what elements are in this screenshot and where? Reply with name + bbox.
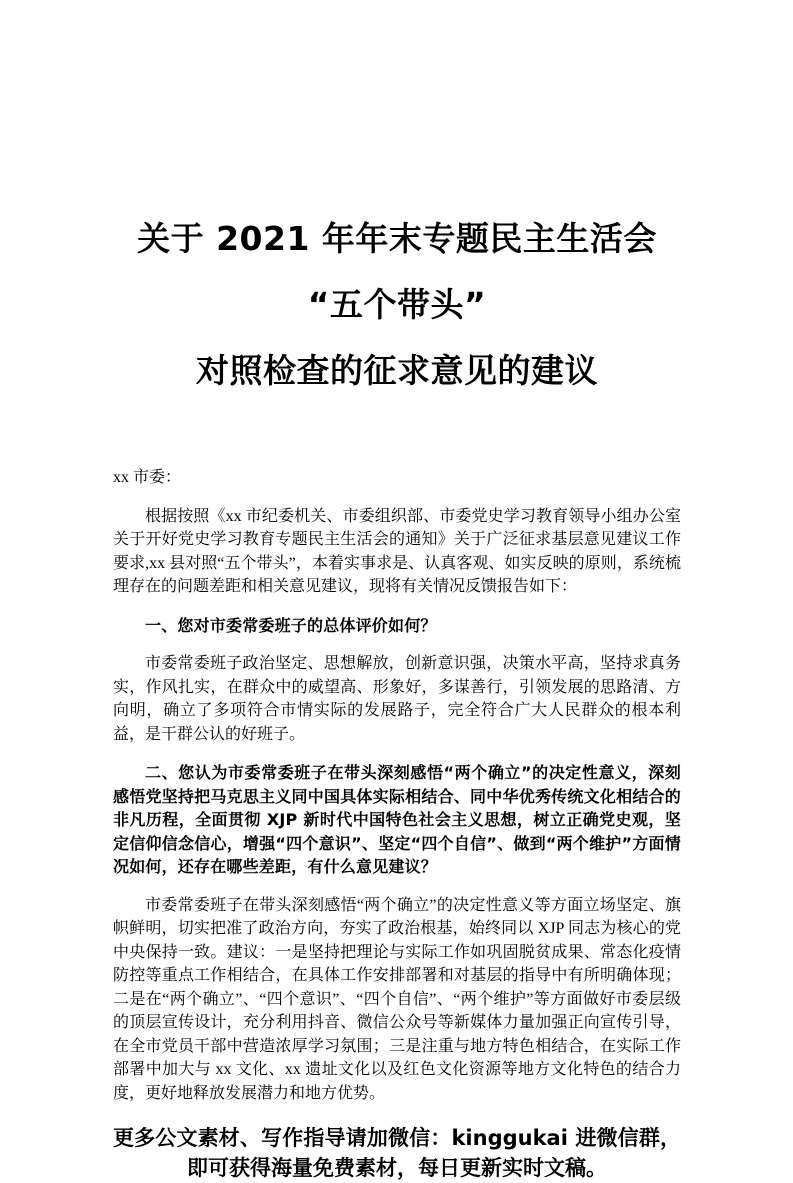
paragraph-section-1-answer: 市委常委班子政治坚定、思想解放，创新意识强，决策水平高，坚持求真务实，作风扎实，在群众中的威望高、形象好，多谋善行，引领发展的思路清、方向明，确立了多项符合市情实际的发展路子，完全符合广大人民群众的根本利益，是干群公认的好班子。	[113, 655, 681, 743]
section-heading-1: 一、您对市委常委班子的总体评价如何？	[145, 615, 437, 635]
document-body	[113, 466, 681, 1183]
document-content	[113, 0, 681, 1183]
section-heading-2: 二、您认为市委常委班子在带头深刻感悟“两个确立”的决定性意义，深刻感悟党坚持把马克思主义同中国具体实际相结合、同中华优秀传统文化相结合的非凡历程，全面贯彻 XJP 新时代中国特色社会主义思想，树立正确党史观，坚定信仰信念信心，增强“四个意识”、坚定“四个自信”、做到“两个维护”方面情况如何，还存在哪些差距，有什么意见建议？	[113, 763, 681, 876]
salutation: xx 市委：	[113, 469, 182, 486]
document-title-line-1: 关于 2021 年年末专题民主生活会“五个带头”	[137, 219, 657, 324]
paragraph-section-2-answer: 市委常委班子在带头深刻感悟“两个确立”的决定性意义等方面立场坚定、旗帜鲜明，切实把准了政治方向，夯实了政治根基，始终同以 XJP 同志为核心的党中央保持一致。建议：一是坚持把理论与实际工作如巩固脱贫成果、常态化疫情防控等重点工作相结合，在具体工作安排部署和对基层的指导中有所明确体现；二是在“两个确立”、“四个意识”、“四个自信”、“两个维护”等方面做好市委层级的顶层宣传设计，充分利用抖音、微信公众号等新媒体力量加强正向宣传引导，在全市党员干部中营造浓厚学习氛围；三是注重与地方特色相结合，在实际工作部署中加大与 xx 文化、xx 遗址文化以及红色文化资源等地方文化特色的结合力度，更好地释放发展潜力和地方优势。	[113, 896, 681, 1102]
paragraph-intro: 根据按照《xx 市纪委机关、市委组织部、市委党史学习教育领导小组办公室关于开好党史学习教育专题民主生活会的通知》关于广泛征求基层意见建议工作要求,xx 县对照“五个带头”，本着实事求是、认真客观、如实反映的原则，系统梳理存在的问题差距和相关意见建议，现将有关情况反馈报告如下：	[113, 507, 681, 595]
promo-footer-note: 更多公文素材、写作指导请加微信：kinggukai 进微信群，即可获得海量免费素材，每日更新实时文稿。	[113, 1126, 681, 1180]
document-title	[113, 0, 681, 404]
document-title-line-2: 对照检查的征求意见的建议	[196, 351, 598, 390]
